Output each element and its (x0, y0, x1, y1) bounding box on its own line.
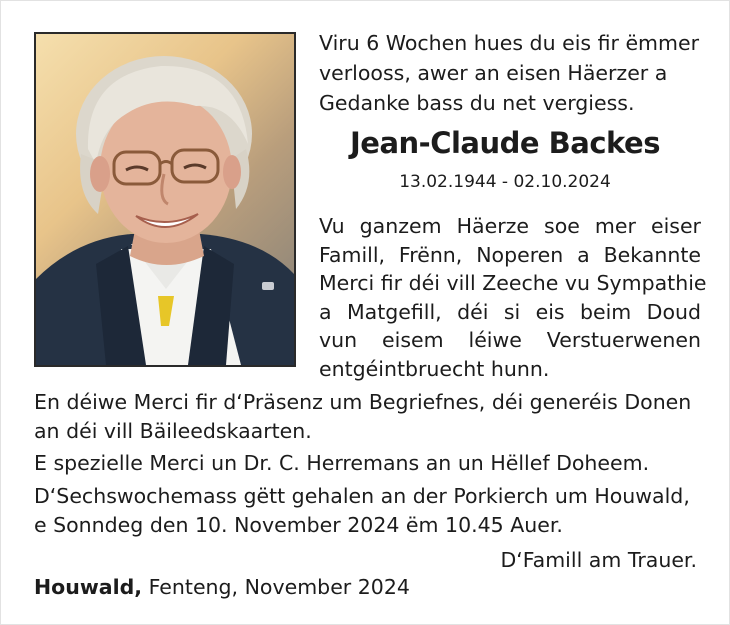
verse (319, 28, 709, 118)
thanks-line: Merci fir déi vill Zeeche vu Sympathie (319, 271, 707, 295)
thanks-line: Famill, Frënn, Noperen a Bekannte (319, 242, 701, 267)
verse-line: Viru 6 Wochen hues du eis fir ëmmer (319, 31, 700, 55)
verse-line: Gedanke bass du net vergiess. (319, 91, 635, 115)
paragraph-line: e Sonndeg den 10. November 2024 ëm 10.45 Auer. (34, 512, 563, 537)
thanks-line: vun eisem léiwe Verstuerwenen (319, 328, 701, 352)
paragraph-line: D‘Sechswochemass gëtt gehalen an der Porkierch um Houwald, (34, 484, 690, 508)
portrait-illustration (36, 34, 294, 365)
deceased-name: Jean-Claude Backes (350, 126, 660, 160)
thanks-line: a Matgefill, déi si eis beim Doud (319, 299, 701, 324)
thanks-line: Vu ganzem Häerze soe mer eiser (319, 214, 701, 238)
footer-place: Houwald, (34, 575, 143, 599)
family-signoff: D‘Famill am Trauer. (500, 548, 697, 572)
presence-paragraph (34, 388, 704, 445)
footer-location-date: Fenteng, November 2024 (142, 575, 410, 599)
paragraph-line: En déiwe Merci fir d‘Präsenz um Begriefnes, déi generéis Donen (34, 390, 692, 414)
life-dates: 13.02.1944 - 02.10.2024 (399, 172, 611, 192)
paragraph-line: E spezielle Merci un Dr. C. Herremans an un Hëllef Doheem. (34, 451, 650, 475)
mass-paragraph (34, 482, 704, 539)
verse-line: verlooss, awer an eisen Häerzer a (319, 61, 668, 85)
paragraph-line: an déi vill Bäileedskaarten. (34, 418, 312, 443)
thanks-text (319, 212, 707, 383)
thanks-line: entgéintbruecht hunn. (319, 356, 550, 381)
place-date-footer (34, 573, 410, 601)
portrait-photo (34, 32, 296, 367)
special-thanks-paragraph (34, 449, 704, 478)
